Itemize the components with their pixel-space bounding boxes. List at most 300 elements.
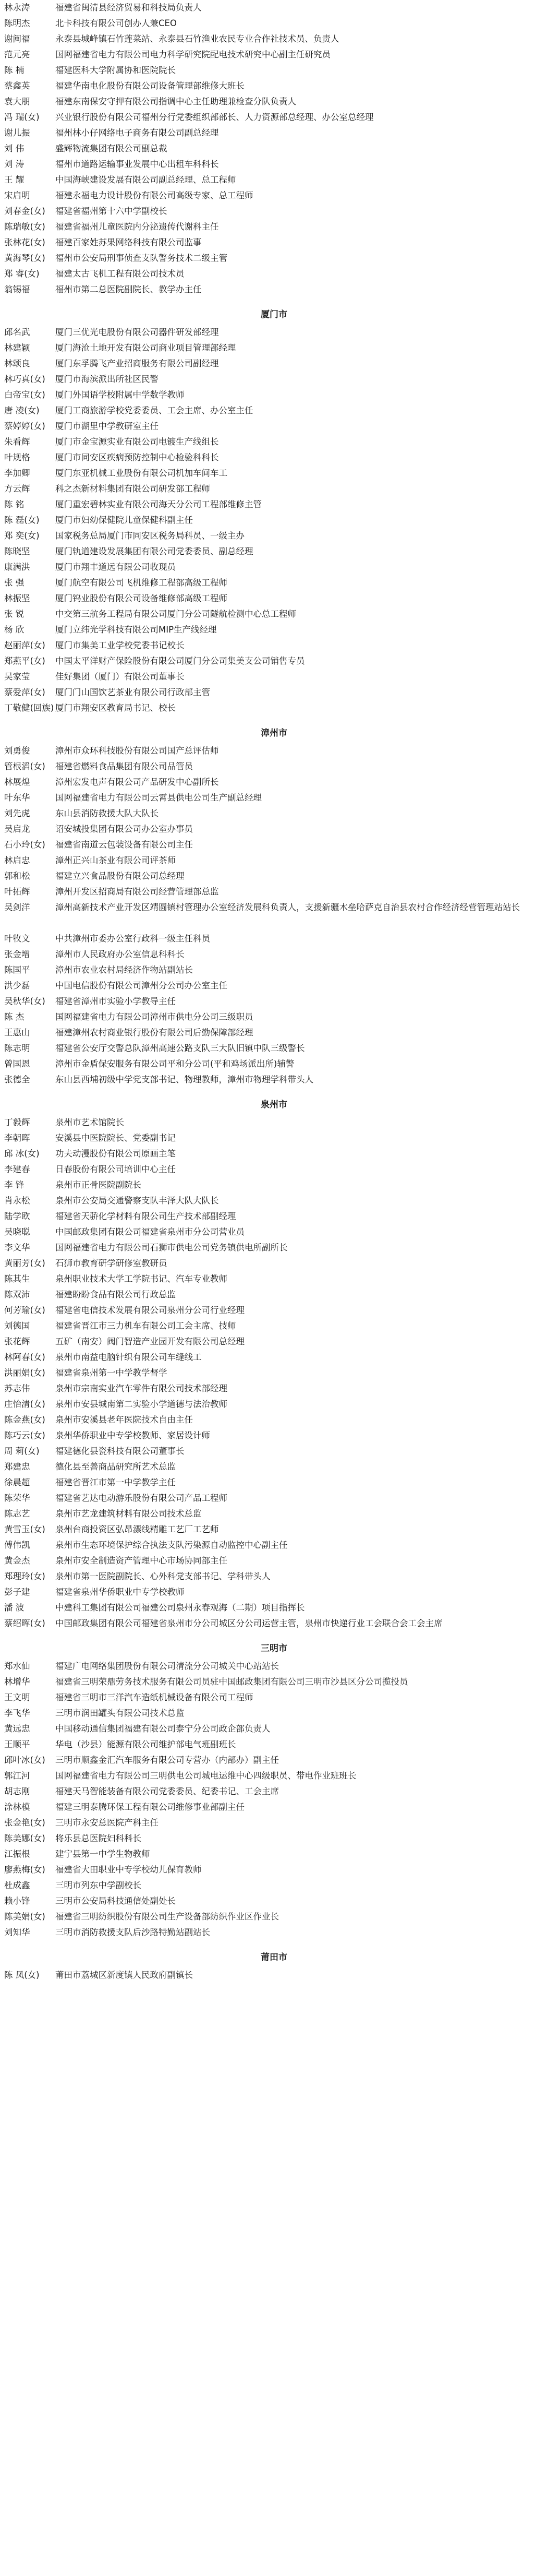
person-position: 福建省福州第十六中学副校长 <box>55 206 167 216</box>
person-row <box>4 1428 544 1444</box>
person-position: 厦门市集美工业学校党委书记校长 <box>55 640 185 650</box>
person-name: 郭江河 <box>4 1771 30 1781</box>
person-position: 国网福建省电力有限公司三明供电公司城电运维中心四级职员、带电作业班班长 <box>55 1771 357 1781</box>
person-row <box>4 1878 544 1893</box>
person-position: 中国太平洋财产保险股份有限公司厦门分公司集美支公司销售专员 <box>55 656 305 666</box>
person-name: 陈美娟(女) <box>4 1912 45 1922</box>
person-name: 邱名武 <box>4 327 30 337</box>
person-row <box>4 591 544 606</box>
person-position: 厦门钨业股份有限公司设备维修部高级工程师 <box>55 593 227 603</box>
person-position: 泉州市艺龙建筑材料有限公司技术总监 <box>55 1509 202 1519</box>
person-row <box>4 685 544 700</box>
person-row <box>4 110 544 125</box>
person-name: 洪少磊 <box>4 981 30 991</box>
person-row <box>4 1799 544 1815</box>
person-position: 中国电信股份有限公司漳州分公司办公室主任 <box>55 981 227 991</box>
person-row <box>4 1365 544 1381</box>
person-position: 中交第三航务工程局有限公司厦门分公司隧航检测中心总工程师 <box>55 609 296 619</box>
person-row <box>4 1659 544 1674</box>
person-row <box>4 1271 544 1287</box>
person-position: 厦门立纬光学科技有限公司MIP生产线经理 <box>55 625 217 635</box>
person-position: 厦门市湖里中学教研室主任 <box>55 421 159 431</box>
person-row <box>4 1967 544 1983</box>
person-name: 何芳瑜(女) <box>4 1305 45 1315</box>
person-position: 国网福建省电力有限公司电力科学研究院配电技术研究中心副主任研究员 <box>55 50 331 59</box>
person-position: 漳州市金盾保安服务有限公司平和分公司(平和鸡场派出所)辅警 <box>55 1059 295 1069</box>
person-name: 涂林模 <box>4 1802 30 1812</box>
person-position: 厦门工商旅游学校党委委员、工会主席、办公室主任 <box>55 406 253 415</box>
person-row <box>4 434 544 450</box>
person-position: 国网福建省电力有限公司石狮市供电公司党务镇供电所副所长 <box>55 1243 288 1253</box>
person-row <box>4 1130 544 1146</box>
person-position: 厦门门山国饮艺茶业有限公司行政部主管 <box>55 687 210 697</box>
person-name: 陈晓坚 <box>4 546 30 556</box>
person-row <box>4 669 544 685</box>
person-position: 厦门东孚腾飞产业招商服务有限公司副经理 <box>55 359 219 368</box>
person-position: 福建省电信技术发展有限公司泉州分公司行业经理 <box>55 1305 245 1315</box>
person-name: 王 耀 <box>4 175 25 185</box>
person-name: 张林花(女) <box>4 237 45 247</box>
person-name: 张德全 <box>4 1075 30 1084</box>
person-name: 邱 冰(女) <box>4 1149 40 1159</box>
person-position: 永泰县城峰镇石竹莲菜站、永泰县石竹渔业农民专业合作社技术员、负责人 <box>55 34 339 44</box>
person-row <box>4 1584 544 1600</box>
person-row <box>4 1162 544 1177</box>
person-name: 谢闽福 <box>4 34 30 44</box>
person-name: 刘春金(女) <box>4 206 45 216</box>
person-row <box>4 1025 544 1041</box>
person-row <box>4 1193 544 1209</box>
person-row <box>4 1381 544 1397</box>
person-position: 福建省南道云包装设备有限公司主任 <box>55 840 193 850</box>
person-name: 陈志艺 <box>4 1509 30 1519</box>
person-name: 刘德国 <box>4 1321 30 1331</box>
person-position: 福建省福州儿童医院内分泌遗传代谢科主任 <box>55 222 219 232</box>
person-name: 蔡鑫英 <box>4 81 30 91</box>
person-position: 福建漳州农村商业银行股份有限公司后勤保障部经理 <box>55 1028 253 1037</box>
person-row <box>4 1146 544 1162</box>
person-name: 陈金燕(女) <box>4 1415 45 1425</box>
person-row <box>4 1815 544 1831</box>
person-name: 翁锡福 <box>4 284 30 294</box>
person-name: 朱看辉 <box>4 437 30 447</box>
person-position: 厦门轨道建设发展集团有限公司党委委员、副总经理 <box>55 546 253 556</box>
person-position: 泉州市安溪县老年医院技术自由主任 <box>55 1415 193 1425</box>
person-name: 李文华 <box>4 1243 30 1253</box>
person-position: 东山县西埔初级中学党支部书记、物理教师，漳州市物理学科带头人 <box>55 1075 313 1084</box>
person-position: 厦门三优光电股份有限公司器件研发部经理 <box>55 327 219 337</box>
person-name: 郑水仙 <box>4 1661 30 1671</box>
person-row <box>4 1737 544 1752</box>
person-position: 福建省晋江市三力机车有限公司工会主席、技师 <box>55 1321 236 1331</box>
person-name: 林展煌 <box>4 777 30 787</box>
person-name: 刘 伟 <box>4 144 25 153</box>
person-position: 漳州正兴山茶业有限公司评茶师 <box>55 855 176 865</box>
person-row <box>4 219 544 235</box>
person-name: 郭和松 <box>4 871 30 881</box>
person-row <box>4 125 544 141</box>
person-name: 吴剑洋 <box>4 902 30 912</box>
person-row <box>4 1690 544 1706</box>
person-row <box>4 1240 544 1256</box>
person-position: 厦门市妇幼保健院儿童保健科副主任 <box>55 515 193 525</box>
person-row <box>4 790 544 806</box>
person-position: 漳州市众环科技股份有限公司国产总评估师 <box>55 746 219 756</box>
person-position: 福建省泉州第一中学教学督学 <box>55 1368 167 1378</box>
person-position: 泉州市正骨医院副院长 <box>55 1180 141 1190</box>
person-row <box>4 47 544 63</box>
person-row <box>4 450 544 466</box>
person-row <box>4 1893 544 1909</box>
person-name: 吴启龙 <box>4 824 30 834</box>
person-name: 徐晨超 <box>4 1477 30 1487</box>
person-name: 陈其生 <box>4 1274 30 1284</box>
person-position: 福州市公安局刑事侦查支队警务技术二级主管 <box>55 253 227 263</box>
person-row <box>4 931 544 947</box>
person-position: 厦门市海滨派出所社区民警 <box>55 374 159 384</box>
section-spacer <box>4 297 544 305</box>
person-position: 泉州市艺术馆院长 <box>55 1117 124 1127</box>
person-name: 林启忠 <box>4 855 30 865</box>
person-row <box>4 94 544 110</box>
person-position: 福建省晋江市第一中学教学主任 <box>55 1477 176 1487</box>
person-position: 厦门航空有限公司飞机维修工程部高级工程师 <box>55 578 227 588</box>
person-position: 福建医科大学附属协和医院院长 <box>55 65 176 75</box>
person-row <box>4 900 544 931</box>
person-position: 福建省三明纺织股份有限公司生产设备部纺织作业区作业长 <box>55 1912 279 1922</box>
person-name: 黄雪玉(女) <box>4 1524 45 1534</box>
person-position: 泉州市宗南实业汽车零件有限公司技术部经理 <box>55 1384 227 1393</box>
person-position: 国家税务总局厦门市同安区税务局科员、一级主办 <box>55 531 245 541</box>
person-name: 陈 铭 <box>4 499 25 509</box>
person-row <box>4 1072 544 1088</box>
person-name: 冯 瑞(女) <box>4 112 40 122</box>
person-row <box>4 1506 544 1522</box>
person-name: 谢儿振 <box>4 128 30 138</box>
person-name: 张花辉 <box>4 1337 30 1346</box>
person-row <box>4 419 544 434</box>
person-name: 苏志伟 <box>4 1384 30 1393</box>
person-name: 李朝晖 <box>4 1133 30 1143</box>
person-row <box>4 512 544 528</box>
person-position: 厦门市同安区疾病预防控制中心检验科科长 <box>55 452 219 462</box>
person-name: 陈 楠 <box>4 65 25 75</box>
person-name: 陈荣华 <box>4 1493 30 1503</box>
section-title: 厦门市 <box>261 309 287 320</box>
person-position: 厦门市翔丰道远有限公司收现员 <box>55 562 176 572</box>
person-position: 三明市消防救援支队后沙路特勤站副站长 <box>55 1927 210 1937</box>
section-spacer <box>4 1088 544 1095</box>
person-row <box>4 63 544 78</box>
person-row <box>4 1459 544 1475</box>
person-name: 陈 凤(女) <box>4 1970 40 1980</box>
person-row <box>4 622 544 638</box>
person-name: 吴晓聪 <box>4 1227 30 1237</box>
person-row <box>4 497 544 512</box>
person-row <box>4 559 544 575</box>
section-title: 漳州市 <box>261 728 287 738</box>
person-row <box>4 1041 544 1056</box>
person-position: 福建省艺达电动游乐股份有限公司产品工程师 <box>55 1493 227 1503</box>
person-name: 陈 磊(女) <box>4 515 40 525</box>
person-row <box>4 0 544 16</box>
person-row <box>4 1334 544 1350</box>
person-row <box>4 653 544 669</box>
person-position: 三明市公安局科技通信处副处长 <box>55 1896 176 1906</box>
person-row <box>4 481 544 497</box>
person-row <box>4 1412 544 1428</box>
person-position: 泉州华侨职业中专学校教师、家居设计师 <box>55 1430 210 1440</box>
person-row <box>4 141 544 157</box>
person-position: 厦门市金宝源实业有限公司电镀生产线组长 <box>55 437 219 447</box>
person-row <box>4 1397 544 1412</box>
person-name: 周 莉(女) <box>4 1446 40 1456</box>
person-name: 郑理玲(女) <box>4 1571 45 1581</box>
person-position: 福建广电网络集团股份有限公司清流分公司城关中心站站长 <box>55 1661 279 1671</box>
person-name: 王惠山 <box>4 1028 30 1037</box>
person-row <box>4 1600 544 1616</box>
person-position: 福州市道路运输事业发展中心出租车科科长 <box>55 159 219 169</box>
person-row <box>4 1350 544 1365</box>
person-row <box>4 978 544 994</box>
person-name: 管根滔(女) <box>4 761 45 771</box>
person-position: 福建盼盼食品有限公司行政总监 <box>55 1290 176 1299</box>
person-row <box>4 1287 544 1303</box>
person-position: 福建东南保安守押有限公司指调中心主任助理兼检查分队负责人 <box>55 97 296 106</box>
section-sanming <box>4 1631 544 1940</box>
person-row <box>4 1569 544 1584</box>
person-row <box>4 528 544 544</box>
person-name: 郑 奕(女) <box>4 531 40 541</box>
person-name: 石小玲(女) <box>4 840 45 850</box>
person-position: 将乐县总医院妇科科长 <box>55 1833 141 1843</box>
person-name: 蔡爱萍(女) <box>4 687 45 697</box>
person-position: 三明市永安总医院产科主任 <box>55 1818 159 1828</box>
person-name: 陈国平 <box>4 965 30 975</box>
person-name: 蔡婷婷(女) <box>4 421 45 431</box>
person-row <box>4 16 544 31</box>
person-row <box>4 700 544 716</box>
person-position: 福州市第二总医院副院长、教学办主任 <box>55 284 202 294</box>
person-row <box>4 806 544 821</box>
person-position: 东山县消防救援大队大队长 <box>55 808 159 818</box>
person-position: 福建省燃料食品集团有限公司品管员 <box>55 761 193 771</box>
person-position: 福建省闽清县经济贸易和科技局负责人 <box>55 3 202 13</box>
person-name: 林颂良 <box>4 359 30 368</box>
person-row <box>4 1925 544 1940</box>
person-row <box>4 884 544 900</box>
person-position: 功夫动漫股份有限公司原画主笔 <box>55 1149 176 1159</box>
person-name: 陆学欧 <box>4 1211 30 1221</box>
person-row <box>4 188 544 204</box>
person-name: 张金增 <box>4 949 30 959</box>
person-name: 傅伟凯 <box>4 1540 30 1550</box>
person-name: 黄金杰 <box>4 1556 30 1566</box>
person-name: 郑 睿(女) <box>4 269 40 279</box>
section-fuzhou-tail <box>4 0 544 297</box>
person-position: 福建天马智能装备有限公司党委委员、纪委书记、工会主席 <box>55 1786 279 1796</box>
person-position: 福建三明泰腾环保工程有限公司维修事业部副主任 <box>55 1802 245 1812</box>
person-row <box>4 868 544 884</box>
person-position: 佳好集团（厦门）有限公司董事长 <box>55 672 185 682</box>
person-name: 林阿春(女) <box>4 1352 45 1362</box>
person-name: 郑燕平(女) <box>4 656 45 666</box>
person-name: 曾国恩 <box>4 1059 30 1069</box>
person-row <box>4 1115 544 1130</box>
person-row <box>4 1056 544 1072</box>
person-name: 林巧真(女) <box>4 374 45 384</box>
person-name: 叶牧文 <box>4 934 30 944</box>
person-name: 吴秋华(女) <box>4 996 45 1006</box>
person-row <box>4 821 544 837</box>
person-row <box>4 251 544 266</box>
person-name: 江振根 <box>4 1849 30 1859</box>
person-row <box>4 774 544 790</box>
person-name: 叶东华 <box>4 793 30 803</box>
person-name: 叶拓辉 <box>4 887 30 897</box>
person-name: 张 强 <box>4 578 25 588</box>
person-row <box>4 1522 544 1537</box>
person-position: 厦门重宏碧林实业有限公司海天分公司工程部维修主管 <box>55 499 262 509</box>
person-row <box>4 1616 544 1631</box>
person-name: 黄远忠 <box>4 1724 30 1734</box>
person-row <box>4 1009 544 1025</box>
person-position: 中国海峡建设发展有限公司副总经理、总工程师 <box>55 175 236 185</box>
person-position: 泉州职业技术大学工学院书记、汽车专业教师 <box>55 1274 227 1284</box>
section-title: 莆田市 <box>261 1952 287 1963</box>
person-row <box>4 1177 544 1193</box>
person-name: 李飞华 <box>4 1708 30 1718</box>
person-name: 胡志刚 <box>4 1786 30 1796</box>
person-name: 李 锋 <box>4 1180 25 1190</box>
person-row <box>4 340 544 356</box>
person-row <box>4 235 544 251</box>
person-position: 建宁县第一中学生物教师 <box>55 1849 150 1859</box>
person-name: 陈瑞敏(女) <box>4 222 45 232</box>
person-name: 刘先虎 <box>4 808 30 818</box>
section-spacer <box>4 1631 544 1639</box>
person-position: 泉州市安全制造资产管理中心市场协同部主任 <box>55 1556 227 1566</box>
person-name: 张 锐 <box>4 609 25 619</box>
person-row <box>4 1831 544 1846</box>
person-position: 国网福建省电力有限公司漳州市供电分公司三级职员 <box>55 1012 253 1022</box>
section-xiamen <box>4 297 544 716</box>
person-position: 厦门海沧土地开发有限公司商业项目管理部经理 <box>55 343 236 353</box>
person-position: 福建省漳州市实验小学教导主任 <box>55 996 176 1006</box>
person-name: 范元亮 <box>4 50 30 59</box>
person-row <box>4 356 544 372</box>
person-row <box>4 638 544 653</box>
person-position: 福建省三明市三洋汽车造纸机械设备有限公司工程师 <box>55 1692 253 1702</box>
person-position: 泉州市南益电脑针织有限公司车缝线工 <box>55 1352 202 1362</box>
person-position: 福建太古飞机工程有限公司技术员 <box>55 269 185 279</box>
person-row <box>4 1706 544 1721</box>
person-name: 陈双沛 <box>4 1290 30 1299</box>
person-name: 庄怡清(女) <box>4 1399 45 1409</box>
person-name: 洪丽娟(女) <box>4 1368 45 1378</box>
honor-list <box>4 0 544 1983</box>
person-row <box>4 1490 544 1506</box>
person-name: 郑建忠 <box>4 1462 30 1472</box>
person-row <box>4 1674 544 1690</box>
person-position: 泉州市安县城南第二实验小学道德与法治教师 <box>55 1399 227 1409</box>
person-position: 中共漳州市委办公室行政科一级主任科员 <box>55 934 210 944</box>
person-name: 邱叶冰(女) <box>4 1755 45 1765</box>
person-position: 福建华南电化股份有限公司设备管理部维修大班长 <box>55 81 245 91</box>
person-name: 李建春 <box>4 1164 30 1174</box>
person-row <box>4 325 544 340</box>
person-row <box>4 606 544 622</box>
person-name: 肖永松 <box>4 1196 30 1206</box>
person-position: 漳州开发区招商局有限公司经营管理部总监 <box>55 887 219 897</box>
person-row <box>4 282 544 297</box>
section-title: 三明市 <box>261 1643 287 1654</box>
person-row <box>4 466 544 481</box>
person-name: 袁大朋 <box>4 97 30 106</box>
person-name: 林增华 <box>4 1677 30 1687</box>
person-name: 康满洪 <box>4 562 30 572</box>
person-position: 漳州市农业农村局经济作物站副站长 <box>55 965 193 975</box>
person-name: 王顺平 <box>4 1739 30 1749</box>
person-row <box>4 1209 544 1224</box>
person-position: 泉州市第一医院副院长、心外科党支部书记、学科带头人 <box>55 1571 271 1581</box>
section-spacer <box>4 716 544 723</box>
person-name: 王文明 <box>4 1692 30 1702</box>
person-row <box>4 1303 544 1318</box>
person-name: 黄丽芳(女) <box>4 1258 45 1268</box>
person-name: 潘 波 <box>4 1603 25 1613</box>
person-name: 李加卿 <box>4 468 30 478</box>
person-name: 彭子建 <box>4 1587 30 1597</box>
person-name: 宋启明 <box>4 190 30 200</box>
person-position: 三明市列东中学副校长 <box>55 1880 141 1890</box>
person-row <box>4 403 544 419</box>
person-position: 安溪县中医院院长、党委副书记 <box>55 1133 176 1143</box>
person-row <box>4 172 544 188</box>
person-row <box>4 387 544 403</box>
person-name: 林建颖 <box>4 343 30 353</box>
person-name: 唐 凌(女) <box>4 406 40 415</box>
person-row <box>4 1784 544 1799</box>
person-position: 福建省泉州华侨职业中专学校教师 <box>55 1587 185 1597</box>
person-name: 杜成鑫 <box>4 1880 30 1890</box>
person-row <box>4 1444 544 1459</box>
person-row <box>4 544 544 559</box>
person-position: 福州林小仔网络电子商务有限公司副总经理 <box>55 128 219 138</box>
person-row <box>4 1224 544 1240</box>
section-quanzhou <box>4 1088 544 1631</box>
person-position: 五矿（南安）阀门智造产业园开发有限公司总经理 <box>55 1337 245 1346</box>
person-position: 诏安城投集团有限公司办公室办事员 <box>55 824 193 834</box>
person-row <box>4 1862 544 1878</box>
person-position: 泉州市生态环境保护综合执法支队污染源自动监控中心副主任 <box>55 1540 288 1550</box>
person-name: 陈美娜(女) <box>4 1833 45 1843</box>
person-position: 泉州台商投资区弘昂漂线精雕工艺厂工艺师 <box>55 1524 219 1534</box>
person-row <box>4 1846 544 1862</box>
person-position: 中国移动通信集团福建有限公司泰宁分公司政企部负责人 <box>55 1724 271 1734</box>
person-name: 白帝宝(女) <box>4 390 45 400</box>
person-row <box>4 853 544 868</box>
person-row <box>4 31 544 47</box>
person-name: 丁敬健(回族) <box>4 703 54 713</box>
person-row <box>4 759 544 774</box>
person-position: 日春股份有限公司培训中心主任 <box>55 1164 176 1174</box>
person-name: 吴家莹 <box>4 672 30 682</box>
person-position: 厦门东亚机械工业股份有限公司机加车间车工 <box>55 468 227 478</box>
person-position: 福建省天骄化学材料有限公司生产技术部副经理 <box>55 1211 236 1221</box>
person-name: 林永涛 <box>4 3 30 13</box>
section-zhangzhou <box>4 716 544 1088</box>
